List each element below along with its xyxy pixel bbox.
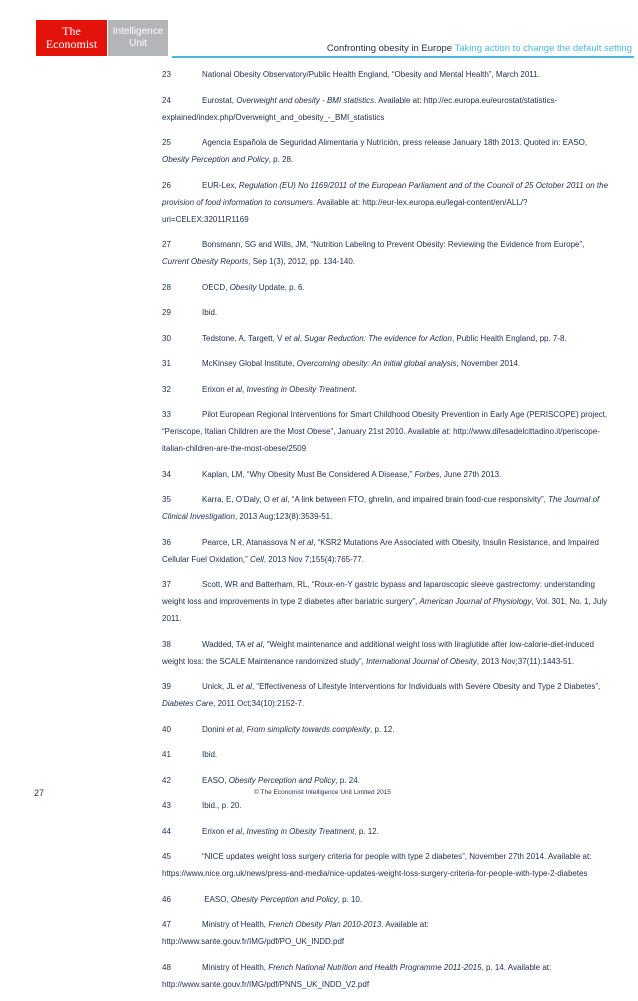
- endnote-text: Tedstone, A, Targett, V: [202, 333, 285, 343]
- endnote-italic-text: et al: [284, 333, 300, 343]
- eiu-logo-line2: Unit: [129, 38, 147, 49]
- endnote-italic-text: Current Obesity Reports: [162, 257, 249, 266]
- endnote-italic-text: Regulation (EU) No 1169/2011 of the European Parliament and of the Council of 25 October 2011 on the provision of food information to consumers: [162, 180, 609, 207]
- endnote-text: Ibid.: [202, 308, 218, 317]
- endnote-italic-text: Cell: [250, 554, 264, 564]
- endnote-italic-text: Sugar Reduction: The evidence for Action: [304, 333, 452, 343]
- endnote-item: [162, 304, 610, 321]
- endnote-text: Kaplan, LM, “Why Obesity Must Be Considered A Disease,”: [202, 469, 415, 479]
- endnote-text: , p. 12.: [370, 724, 395, 734]
- endnote-text: . Available at: http://eur-lex.europa.eu/legal-content/en/ALL/?uri=CELEX:32011R1169: [162, 197, 528, 224]
- endnote-item: [162, 848, 610, 882]
- endnote-text: Erixon: [202, 384, 227, 394]
- endnote-item: [162, 491, 610, 525]
- endnote-italic-text: et al: [226, 826, 243, 836]
- endnote-number: 34: [162, 469, 171, 479]
- endnote-text: , November 2014.: [456, 359, 521, 368]
- eiu-logo-line1: Intelligence: [112, 26, 164, 37]
- endnote-italic-text: et al: [272, 495, 288, 504]
- endnote-number: 23: [162, 70, 171, 79]
- endnote-number: 33: [162, 410, 171, 419]
- endnote-text: Agencia Española de Seguridad Alimentaria y Nutrición, press release January 18th 2013. Quoted in: EASO,: [202, 138, 588, 147]
- endnote-number: 26: [162, 180, 171, 190]
- endnote-text: Ibid.: [202, 750, 218, 759]
- endnote-item: [162, 381, 610, 398]
- endnote-text: Pearce, LR, Atanassova N: [202, 537, 299, 547]
- endnote-text: ,: [299, 333, 305, 343]
- page-footer: [0, 788, 638, 808]
- endnote-item: [162, 406, 610, 457]
- endnote-text: Erixon: [202, 826, 227, 836]
- endnote-italic-text: The Journal of Clinical Investigation: [162, 495, 600, 521]
- endnote-number: 41: [162, 750, 171, 759]
- report-title: [327, 43, 632, 54]
- endnote-number: 42: [162, 775, 171, 785]
- endnote-text: , p. 14. Available at: http://www.sante.gouv.fr/IMG/pdf/PNNS_UK_INDD_V2.pdf: [162, 962, 552, 989]
- endnote-italic-text: et al: [247, 639, 263, 649]
- endnote-italic-text: Investing in Obesity Treatment: [246, 384, 355, 394]
- endnote-italic-text: et al: [236, 682, 252, 691]
- endnote-item: [162, 772, 610, 789]
- endnote-item: [162, 134, 610, 168]
- endnote-text: Ministry of Health,: [202, 962, 269, 972]
- endnote-number: 47: [162, 920, 171, 929]
- endnote-item: [162, 823, 610, 840]
- economist-logo-line2: Economist: [45, 37, 98, 51]
- endnote-italic-text: et al: [226, 724, 243, 734]
- endnote-text: , p. 12.: [354, 826, 379, 836]
- endnote-italic-text: et al: [226, 384, 243, 394]
- endnote-item: [162, 916, 610, 950]
- endnote-italic-text: Forbes: [414, 469, 440, 479]
- endnote-text: , “A link between FTO, ghrelin, and impaired brain food-cue responsivity”,: [287, 495, 549, 504]
- endnote-italic-text: Investing in Obesity Treatment: [246, 826, 355, 836]
- endnote-item: [162, 891, 610, 908]
- endnote-text: , 2013 Nov 7;155(4):765-77.: [263, 554, 364, 564]
- endnote-number: 43: [162, 801, 171, 810]
- endnote-item: [162, 534, 610, 568]
- endnote-text: National Obesity Observatory/Public Health England, “Obesity and Mental Health”, March 2011.: [202, 70, 540, 79]
- endnote-text: EUR-Lex,: [202, 180, 239, 190]
- endnote-text: , Public Health England, pp. 7-8.: [451, 333, 567, 343]
- endnote-item: [162, 330, 610, 347]
- endnote-text: , “KSR2 Mutations Are Associated with Obesity, Insulin Resistance, and Impaired Cellular Fuel Oxidation,”: [162, 537, 599, 564]
- endnote-italic-text: Overweight and obesity - BMI statistics: [236, 95, 375, 105]
- endnote-text: Wadded, TA: [202, 639, 248, 649]
- endnote-italic-text: Obesity Perception and Policy: [228, 775, 336, 785]
- endnote-item: [162, 721, 610, 738]
- endnote-number: 32: [162, 384, 171, 394]
- endnote-italic-text: Diabetes Care: [162, 699, 214, 708]
- endnote-text: Karra, E, O’Daly, O: [202, 495, 273, 504]
- endnote-number: 35: [162, 495, 171, 504]
- endnote-number: 48: [162, 962, 171, 972]
- endnote-number: 39: [162, 682, 171, 691]
- endnote-text: Pilot European Regional Interventions for Smart Childhood Obesity Prevention in Early Age (PERISCOPE) project, “Periscope, Italian Children are the Most Obese”, January 21st 2010. Available at: http://www.difesadelcittadino.it/periscope-italian-children-are-the-most-obese/2509: [162, 410, 608, 453]
- endnote-item: [162, 92, 610, 126]
- page-number: 27: [34, 788, 45, 798]
- endnote-number: 38: [162, 639, 171, 649]
- endnote-text: ,: [242, 724, 247, 734]
- endnote-text: ,: [242, 384, 247, 394]
- endnote-text: EASO,: [202, 775, 229, 785]
- endnote-number: 29: [162, 308, 171, 317]
- endnote-item: [162, 236, 610, 270]
- economist-logo-line1: The: [62, 24, 81, 38]
- endnote-text: Ibid., p. 20.: [202, 801, 242, 810]
- endnote-text: Unick, JL: [202, 682, 237, 691]
- endnote-number: 46: [162, 894, 171, 904]
- header-divider: [172, 56, 634, 58]
- endnote-text: . Available at: http://www.sante.gouv.fr/IMG/pdf/PO_UK_INDD.pdf: [162, 920, 429, 946]
- endnote-number: 30: [162, 333, 171, 343]
- endnote-number: 40: [162, 724, 171, 734]
- endnote-number: 24: [162, 95, 171, 105]
- endnote-number: 27: [162, 240, 171, 249]
- endnote-text: McKinsey Global Institute,: [202, 359, 297, 368]
- endnote-text: , 2013 Aug;123(8):3539-51.: [234, 512, 333, 521]
- endnote-number: 28: [162, 282, 171, 292]
- endnote-italic-text: French National Nutrition and Health Programme 2011-2015: [268, 962, 482, 972]
- economist-logo: [36, 20, 107, 56]
- endnote-text: Update, p. 6.: [256, 282, 305, 292]
- endnote-number: 25: [162, 138, 171, 147]
- copyright-notice: © The Economist Intelligence Unit Limited 2015: [254, 789, 391, 796]
- page-header: [0, 0, 638, 60]
- endnote-number: 37: [162, 580, 171, 589]
- endnote-item: [162, 678, 610, 712]
- endnote-text: , 2013 Nov;37(11):1443-51.: [476, 656, 575, 666]
- endnote-number: 31: [162, 359, 171, 368]
- endnotes-list: [162, 66, 610, 1001]
- endnote-text: , 2011 Oct;34(10):2152-7.: [213, 699, 305, 708]
- endnote-item: [162, 576, 610, 627]
- endnote-number: 36: [162, 537, 171, 547]
- endnote-text: EASO,: [202, 894, 231, 904]
- endnote-text: .: [354, 384, 357, 394]
- endnote-text: OECD,: [202, 282, 230, 292]
- endnote-text: ,: [242, 826, 247, 836]
- endnote-text: Donini: [202, 724, 227, 734]
- endnote-italic-text: International Journal of Obesity: [366, 656, 477, 666]
- endnote-item: [162, 636, 610, 670]
- endnote-text: , Vol. 301, No. 1, July 2011.: [162, 597, 608, 623]
- report-title-main: Confronting obesity in Europe: [326, 43, 453, 54]
- endnote-text: Eurostat,: [202, 95, 237, 105]
- endnote-text: Scott, WR and Batterham, RL, “Roux-en-Y gastric bypass and laparoscopic sleeve gastrectomy: understanding weight loss and improvements in type 2 diabetes after bariatric surgery”,: [162, 580, 595, 606]
- endnote-italic-text: Overcoming obesity: An initial global analysis: [296, 359, 457, 368]
- endnote-italic-text: Obesity Perception and Policy: [230, 894, 338, 904]
- endnote-item: [162, 355, 610, 372]
- endnote-text: Ministry of Health,: [202, 920, 269, 929]
- endnote-italic-text: Obesity: [229, 282, 257, 292]
- endnote-text: , “Effectiveness of Lifestyle Interventions for Individuals with Severe Obesity and Type 2 Diabetes”,: [251, 682, 601, 691]
- endnote-italic-text: From simplicity towards complexity: [246, 724, 371, 734]
- endnote-number: 44: [162, 826, 171, 836]
- endnote-item: [162, 279, 610, 296]
- endnote-item: [162, 177, 610, 228]
- endnote-item: [162, 466, 610, 483]
- endnote-text: Bonsmann, SG and Wills, JM, “Nutrition Labeling to Prevent Obesity: Reviewing the Evidence from Europe”,: [202, 240, 585, 249]
- endnote-item: [162, 959, 610, 993]
- endnote-text: . Available at: http://ec.europa.eu/eurostat/statistics-explained/index.php/Overweight_and_obesity_-_BMI_statistics: [162, 95, 558, 122]
- endnote-number: 45: [162, 852, 171, 861]
- endnote-text: , p. 10.: [337, 894, 363, 904]
- endnote-italic-text: French Obesity Plan 2010-2013: [268, 920, 382, 929]
- report-subtitle: Taking action to change the default setting: [452, 43, 632, 54]
- endnote-text: , “Weight maintenance and additional weight loss with liraglutide after low-calorie-diet-induced weight loss: the SCALE Maintenance randomized study”,: [162, 639, 594, 666]
- endnote-text: , Sep 1(3), 2012, pp. 134-140.: [248, 257, 356, 266]
- endnote-text: , June 27th 2013.: [439, 469, 502, 479]
- eiu-logo: [108, 20, 168, 56]
- endnote-italic-text: American Journal of Physiology: [419, 597, 532, 606]
- endnote-italic-text: Obesity Perception and Policy: [162, 155, 269, 164]
- endnote-text: , p. 24.: [335, 775, 360, 785]
- endnote-text: “NICE updates weight loss surgery criteria for people with type 2 diabetes”, November 27th 2014. Available at: https://www.nice.org.uk/news/press-and-media/nice-updates-weight-loss-surgery-criteria-for-people-with-type-2-diabetes: [162, 852, 592, 878]
- endnote-text: , p. 28.: [268, 155, 294, 164]
- endnote-item: [162, 66, 610, 83]
- endnote-item: [162, 746, 610, 763]
- endnote-italic-text: et al: [298, 537, 314, 547]
